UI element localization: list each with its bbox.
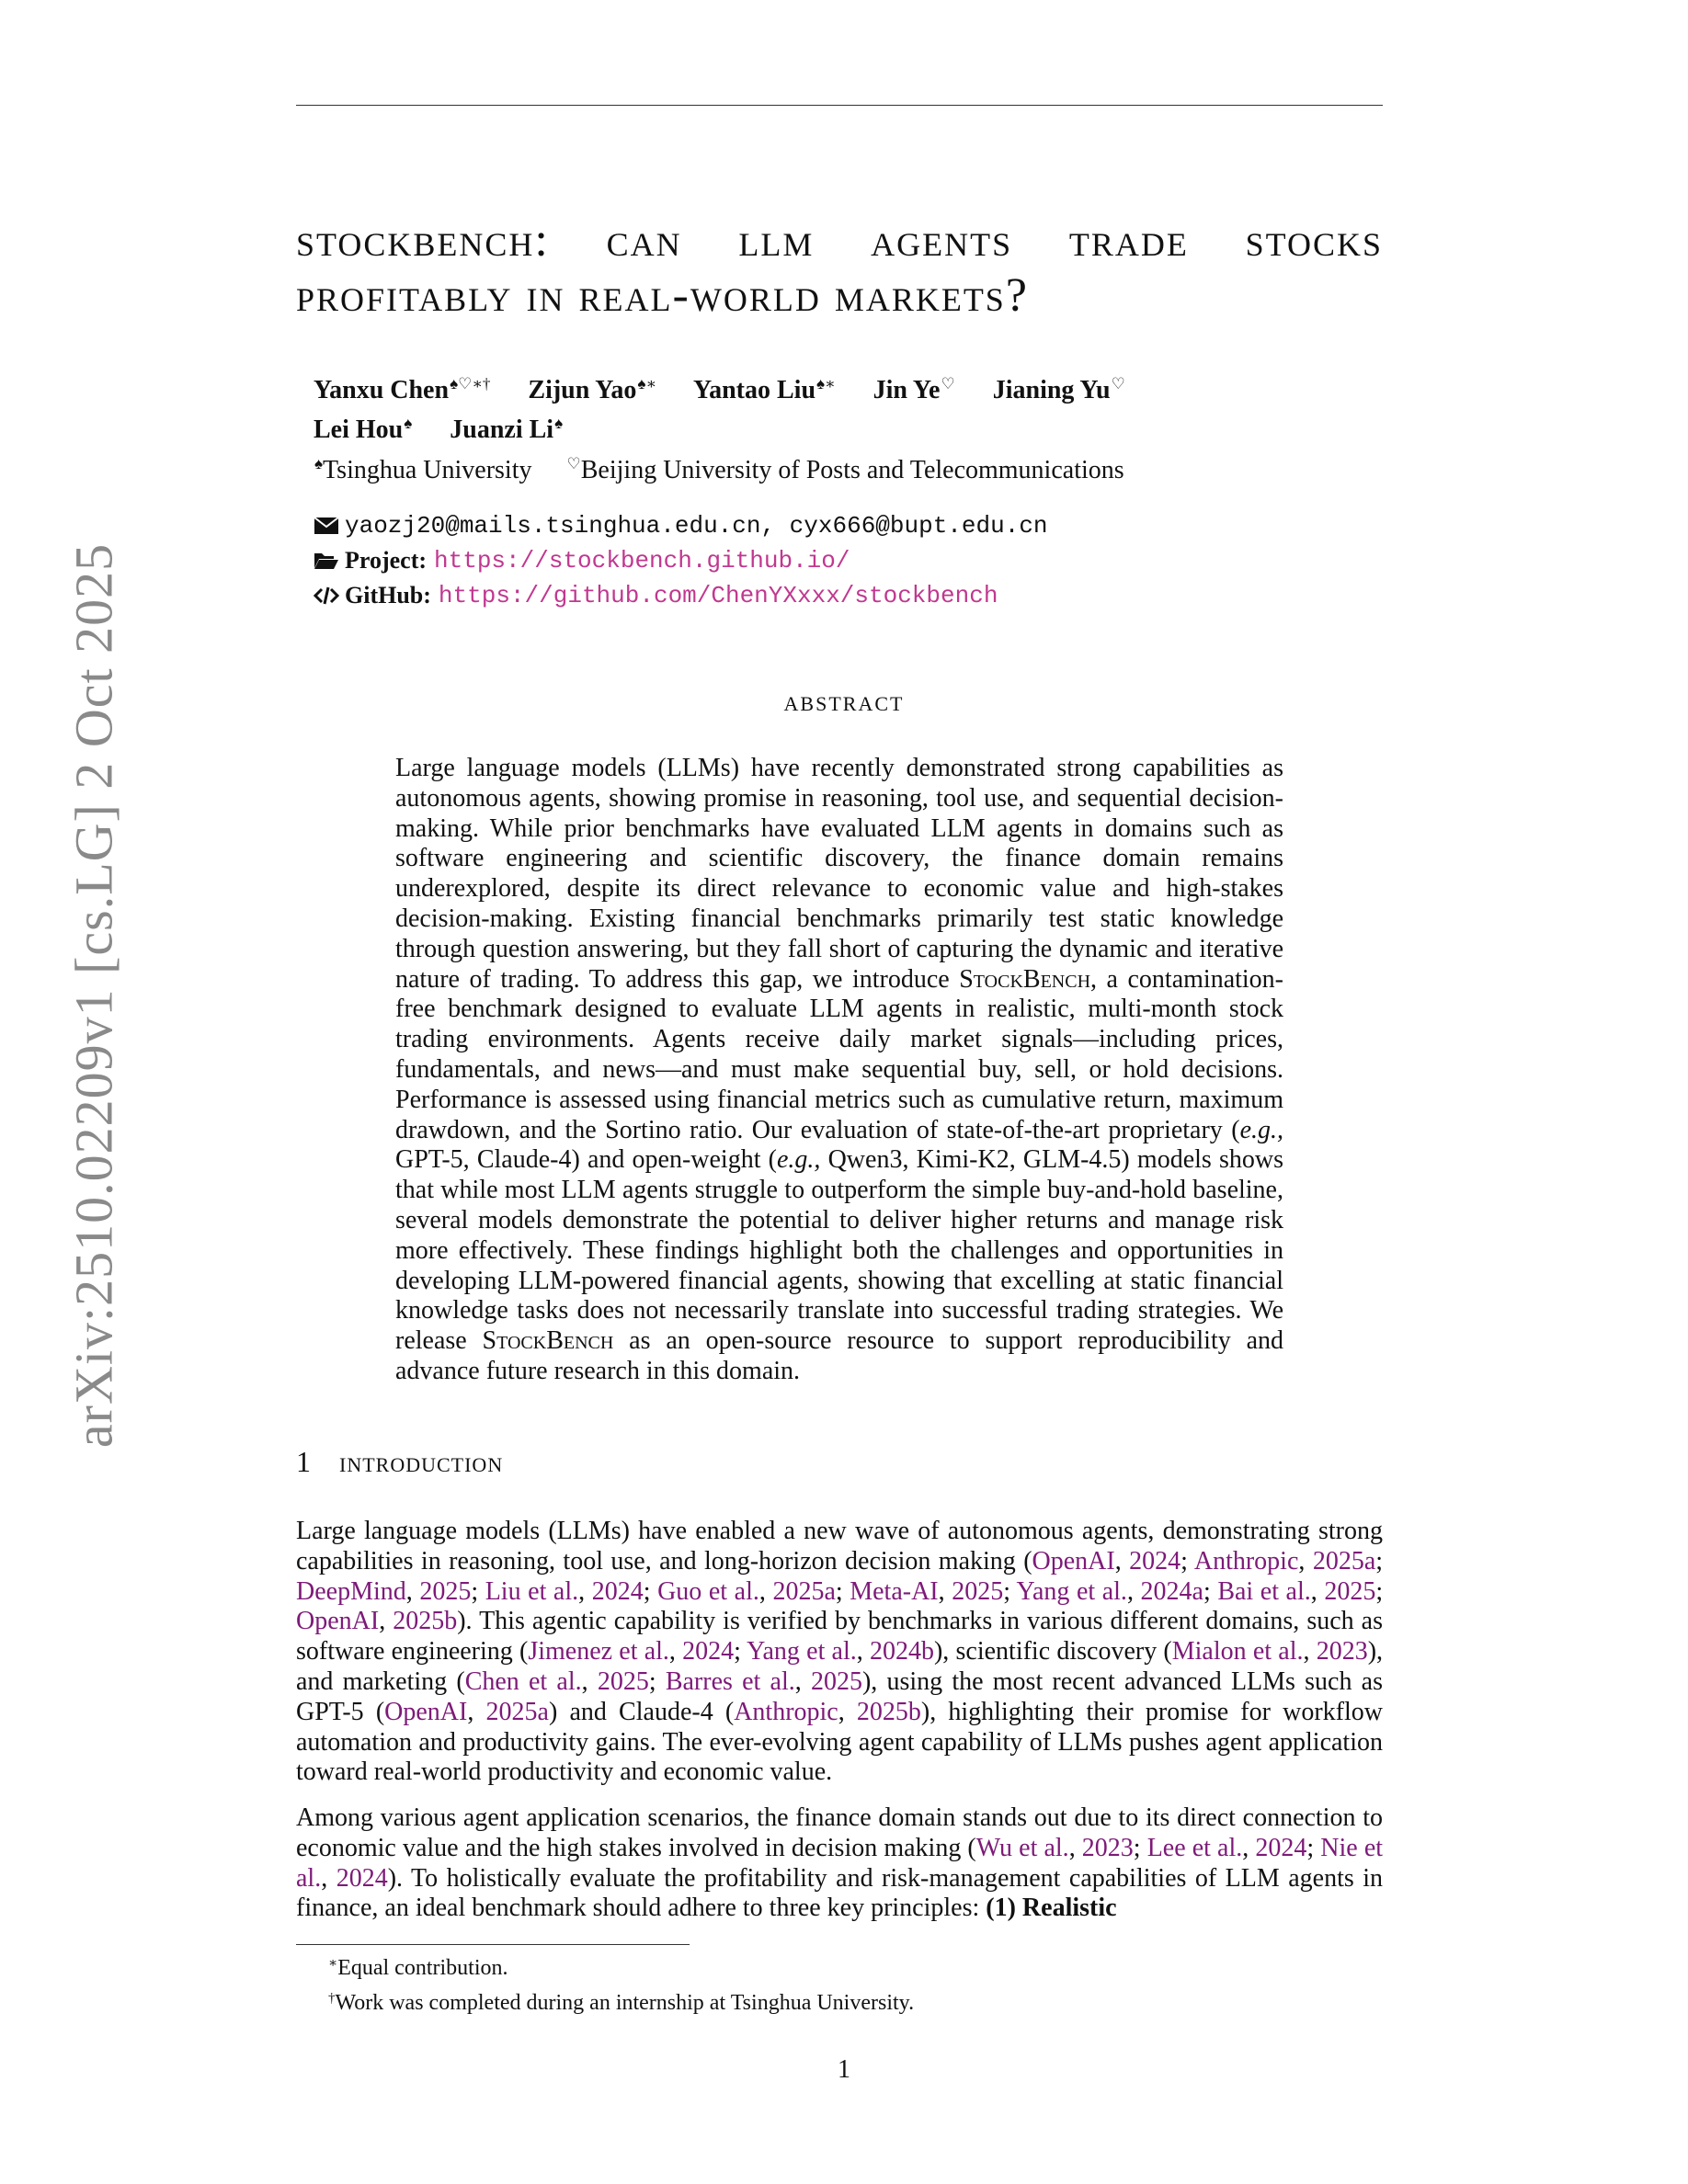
citation-link[interactable]: Chen et al. [464,1666,582,1696]
text-run: , [379,1607,393,1636]
section-heading-introduction [296,1445,503,1479]
author: Zijun Yao♠∗ [528,375,656,404]
citation-link[interactable]: Wu et al. [975,1833,1069,1862]
text-run: Large language models (LLMs) have enabled a new wave of autonomous agents, demonstrating strong capabilities in reasoning, tool use, and long-horizon decision making ( [296,1517,1383,1575]
author-list [314,368,1325,447]
text-run: ; [1375,1576,1384,1606]
text-run: ). To holistically evaluate the profitability and risk-management capabilities of LLM agents in finance, an ideal benchmark should adhere to three key principles: [296,1863,1384,1923]
text-run: ; [471,1576,485,1606]
text-run: ; [648,1666,666,1696]
citation-link[interactable]: OpenAI [384,1697,468,1726]
citation-link[interactable]: 2025 [419,1576,472,1606]
author: Lei Hou♠ [314,415,413,444]
citation-link[interactable]: Lee et al. [1146,1833,1243,1862]
paper-title [296,213,1383,324]
citation-link[interactable]: Nie et al. [296,1833,1384,1893]
text-run: ) and Claude-4 ( [548,1697,735,1726]
text-run: ). This agentic capability is verified by benchmarks in various different domains, such as software engineering ( [296,1607,1384,1666]
text-run: ; [1133,1833,1147,1862]
project-label: Project: [345,547,428,574]
text-run: , [1242,1833,1256,1862]
text-run: , [578,1576,592,1606]
github-label: GitHub: [345,582,431,609]
citation-link[interactable]: 2025 [597,1666,649,1696]
citation-link[interactable]: Anthropic [1193,1546,1299,1575]
text-run: ), and marketing ( [296,1637,1384,1696]
bold-text: (1) Realistic [986,1894,1117,1923]
citation-link[interactable]: 2024 [1129,1546,1181,1575]
affiliations [314,455,1152,485]
text-run: , [1298,1546,1313,1575]
author: Jianing Yu♡ [992,375,1125,404]
header-rule [296,105,1383,106]
citation-link[interactable]: Liu et al. [485,1576,579,1606]
author: Yanxu Chen♠♡∗† [314,375,491,404]
citation-link[interactable]: 2025b [393,1607,458,1636]
intro-paragraph-2 [296,1803,1383,1924]
text-run: ; [1203,1576,1218,1606]
text-run: ; [1003,1576,1017,1606]
project-link[interactable]: https://stockbench.github.io/ [434,547,850,574]
title-line-2: profitably in real-world markets? [296,269,1029,322]
author: Yantao Liu♠∗ [692,375,836,404]
author-row-1 [314,368,1325,407]
text-run: , [668,1637,683,1666]
contact-block [314,508,1048,613]
github-link[interactable]: https://github.com/ChenYXxxx/stockbench [438,582,998,609]
citation-link[interactable]: OpenAI [296,1607,380,1636]
title-line-1: stockbench: can llm agents trade stocks [296,214,1383,267]
text-run: , [758,1576,773,1606]
text-run: , [1068,1833,1082,1862]
author-row-2 [314,407,1325,447]
citation-link[interactable]: Barres et al. [665,1666,795,1696]
citation-link[interactable]: Anthropic [734,1697,838,1726]
benchmark-name: StockBench [959,964,1091,994]
text-run: , [1126,1576,1141,1606]
text-run: , [938,1576,952,1606]
email-addresses[interactable]: yaozj20@mails.tsinghua.edu.cn, cyx666@bupt.edu.cn [345,512,1048,540]
citation-link[interactable]: 2025a [1312,1546,1376,1575]
citation-link[interactable]: 2024 [591,1576,644,1606]
envelope-icon [314,516,339,536]
citation-link[interactable]: 2024a [1140,1576,1203,1606]
abstract-heading: abstract [783,684,905,717]
citation-link[interactable]: 2025b [856,1697,921,1726]
citation-link[interactable]: Jimenez et al. [528,1637,669,1666]
citation-link[interactable]: 2025 [952,1576,1004,1606]
intro-paragraph-1 [296,1517,1383,1788]
text-run: ; [1306,1833,1321,1862]
affiliation: ♡Beijing University of Posts and Telecommunications [566,455,1124,484]
text-run: ; [1375,1546,1384,1575]
author: Juanzi Li♠ [450,415,564,444]
text-run: ), scientific discovery ( [933,1637,1172,1666]
code-icon [314,586,339,606]
citation-link[interactable]: Meta-AI [850,1576,939,1606]
citation-link[interactable]: 2024b [869,1637,934,1666]
text-run: Among various agent application scenarios, the finance domain stands out due to its direct connection to economic value and the high stakes involved in decision making ( [296,1803,1383,1862]
text-run: ; [1180,1546,1194,1575]
text-run: , [838,1697,857,1726]
page-number: 1 [838,2055,850,2084]
citation-link[interactable]: 2024 [682,1637,735,1666]
footnotes [328,1949,914,2019]
citation-link[interactable]: 2024 [1255,1833,1307,1862]
text-run: , [1303,1637,1317,1666]
citation-link[interactable]: 2023 [1081,1833,1134,1862]
citation-link[interactable]: OpenAI [1032,1546,1115,1575]
project-row [314,543,1048,578]
footnote: †Work was completed during an internship at Tsinghua University. [328,1991,915,2015]
citation-link[interactable]: 2023 [1316,1637,1368,1666]
text-run: , [405,1576,420,1606]
citation-link[interactable]: 2024 [336,1863,388,1893]
author: Jin Ye♡ [873,375,955,404]
affiliation: ♠Tsinghua University [314,455,532,484]
email-row [314,508,1048,543]
abstract-text: Large language models (LLMs) have recently demonstrated strong capabilities as autonomous agents, showing promise in reasoning, tool use, and sequential decision-making. While prior benchmarks have evaluated LLM agents in domains such as software engineering and scientific discovery, the finance domain remains underexplored, despite its direct relevance to economic value and high-stakes decision-making. Existing financial benchmarks primarily test static knowledge through question answering, but they fall short of capturing the dynamic and iterative nature of trading. To address this gap, we introduce StockBench, a contamination-free benchmark designed to evaluate LLM agents in realistic, multi-month stock trading environments. Agents receive daily market signals—including prices, fundamentals, and news—and must make sequential buy, sell, or hold decisions. Performance is assessed using financial metrics such as cumulative return, maximum drawdown, and the Sortino ratio. Our evaluation of state-of-the-art proprietary (e.g., GPT-5, Claude-4) and open-weight (e.g., Qwen3, Kimi-K2, GLM-4.5) models shows that while most LLM agents struggle to outperform the simple buy-and-hold baseline, several models demonstrate the potential to deliver higher returns and manage risk more effectively. These findings highlight both the challenges and opportunities in developing LLM-powered financial agents, showing that excelling at static financial knowledge tasks does not necessarily translate into successful trading strategies. We release StockBench as an open-source resource to support reproducibility and advance future research in this domain. [395,754,1284,1385]
text-run: , [1310,1576,1325,1606]
text-run: ), highlighting their promise for workflow automation and productivity gains. The ever-evolving agent capability of LLMs pushes agent application toward real-world productivity and economic value. [296,1697,1383,1787]
citation-link[interactable]: Bai et al. [1217,1576,1311,1606]
text-run: ; [643,1576,658,1606]
citation-link[interactable]: 2025a [772,1576,836,1606]
citation-link[interactable]: DeepMind [296,1576,406,1606]
folder-open-icon [314,551,339,571]
section-number: 1 [296,1445,312,1478]
text-run: , [856,1637,870,1666]
text-run: , [321,1863,336,1893]
benchmark-name: StockBench [482,1326,614,1356]
citation-link[interactable]: 2025a [485,1697,549,1726]
citation-link[interactable]: 2025 [1324,1576,1376,1606]
text-run: ), using the most recent advanced LLMs such as GPT-5 ( [296,1666,1384,1726]
text-run: ; [734,1637,747,1666]
footnote-rule [296,1944,690,1945]
text-run: , [794,1666,811,1696]
text-run: ; [835,1576,850,1606]
github-row [314,578,1048,613]
footnote: ∗Equal contribution. [328,1956,508,1980]
text-run: , [581,1666,598,1696]
text-run: , [467,1697,486,1726]
citation-link[interactable]: 2025 [810,1666,862,1696]
arxiv-id: arXiv:2510.02209v1 [cs.LG] 2 Oct 2025 [63,542,124,1449]
citation-link[interactable]: Mialon et al. [1171,1637,1304,1666]
section-title: introduction [339,1445,504,1478]
text-run: , [1114,1546,1130,1575]
citation-link[interactable]: Yang et al. [1016,1576,1127,1606]
citation-link[interactable]: Guo et al. [657,1576,759,1606]
citation-link[interactable]: Yang et al. [747,1637,857,1666]
